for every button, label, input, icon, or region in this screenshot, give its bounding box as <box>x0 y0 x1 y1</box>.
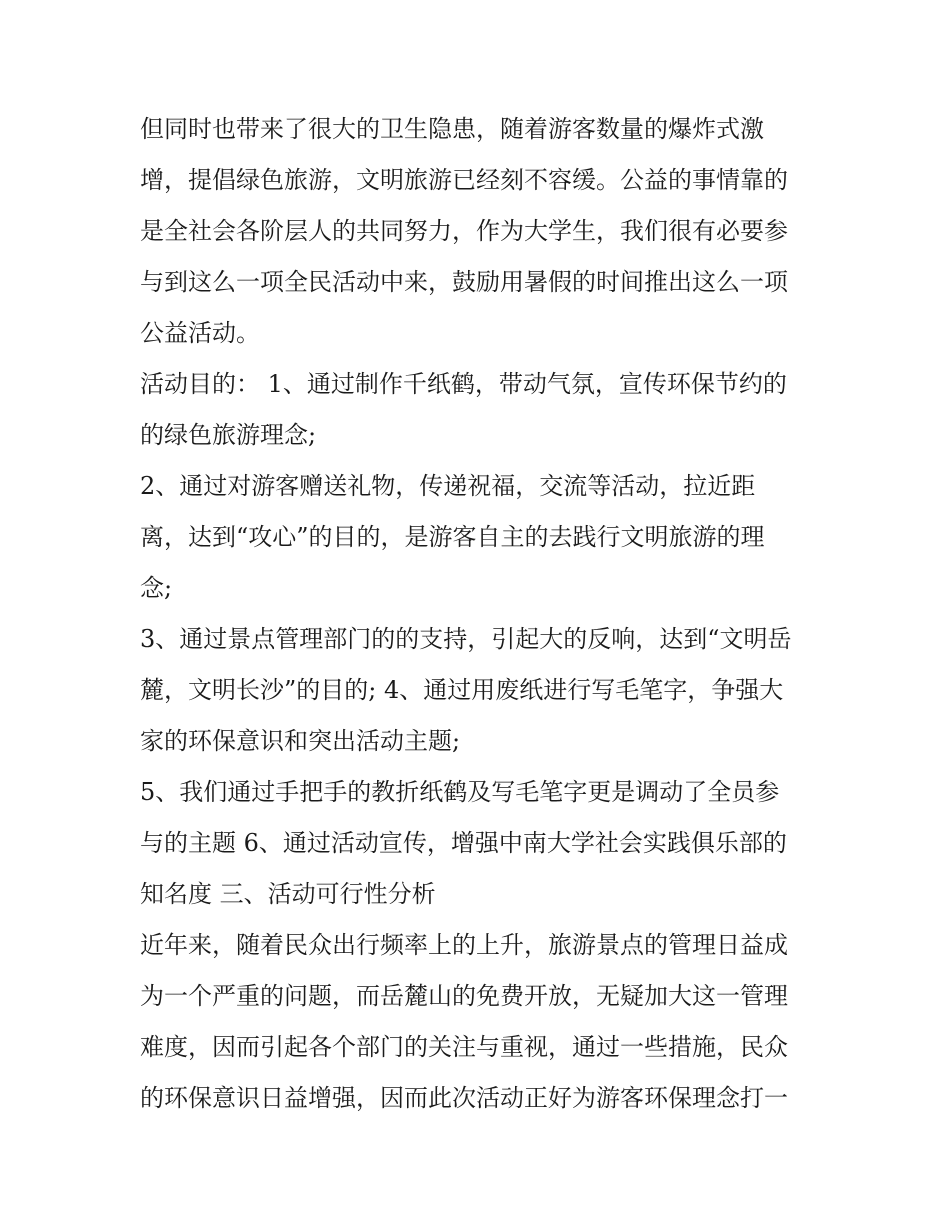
text-line: 3、通过景点管理部门的的支持，引起大的反响，达到“文明岳 <box>140 625 792 653</box>
text-line: 的环保意识日益增强，因而此次活动正好为游客环保理念打一 <box>140 1084 788 1112</box>
text-line: 的绿色旅游理念; <box>140 421 317 449</box>
text-line: 近年来，随着民众出行频率上的上升，旅游景点的管理日益成 <box>140 931 788 959</box>
text-line: 与到这么一项全民活动中来，鼓励用暑假的时间推出这么一项 <box>140 268 788 296</box>
text-line: 难度，因而引起各个部门的关注与重视，通过一些措施，民众 <box>140 1033 788 1061</box>
text-line: 麓，文明长沙”的目的; 4、通过用废纸进行写毛笔字，争强大 <box>140 676 784 704</box>
text-line: 是全社会各阶层人的共同努力，作为大学生，我们很有必要参 <box>140 217 788 245</box>
text-line: 活动目的： 1、通过制作千纸鹤，带动气氛，宣传环保节约的 <box>140 370 787 398</box>
text-line: 离，达到“攻心”的目的，是游客自主的去践行文明旅游的理 <box>140 523 765 551</box>
text-line: 增，提倡绿色旅游，文明旅游已经刻不容缓。公益的事情靠的 <box>140 166 788 194</box>
text-line: 与的主题 6、通过活动宣传，增强中南大学社会实践俱乐部的 <box>140 829 787 857</box>
text-line: 家的环保意识和突出活动主题; <box>140 727 461 755</box>
text-line: 知名度 三、活动可行性分析 <box>140 880 436 908</box>
text-line: 公益活动。 <box>140 319 260 347</box>
text-line: 为一个严重的问题，而岳麓山的免费开放，无疑加大这一管理 <box>140 982 788 1010</box>
document-page <box>140 104 820 1124</box>
text-line: 2、通过对游客赠送礼物，传递祝福，交流等活动，拉近距 <box>140 472 756 500</box>
text-line: 但同时也带来了很大的卫生隐患，随着游客数量的爆炸式激 <box>140 115 764 143</box>
text-line: 念; <box>140 574 173 602</box>
text-line: 5、我们通过手把手的教折纸鹤及写毛笔字更是调动了全员参 <box>140 778 780 806</box>
